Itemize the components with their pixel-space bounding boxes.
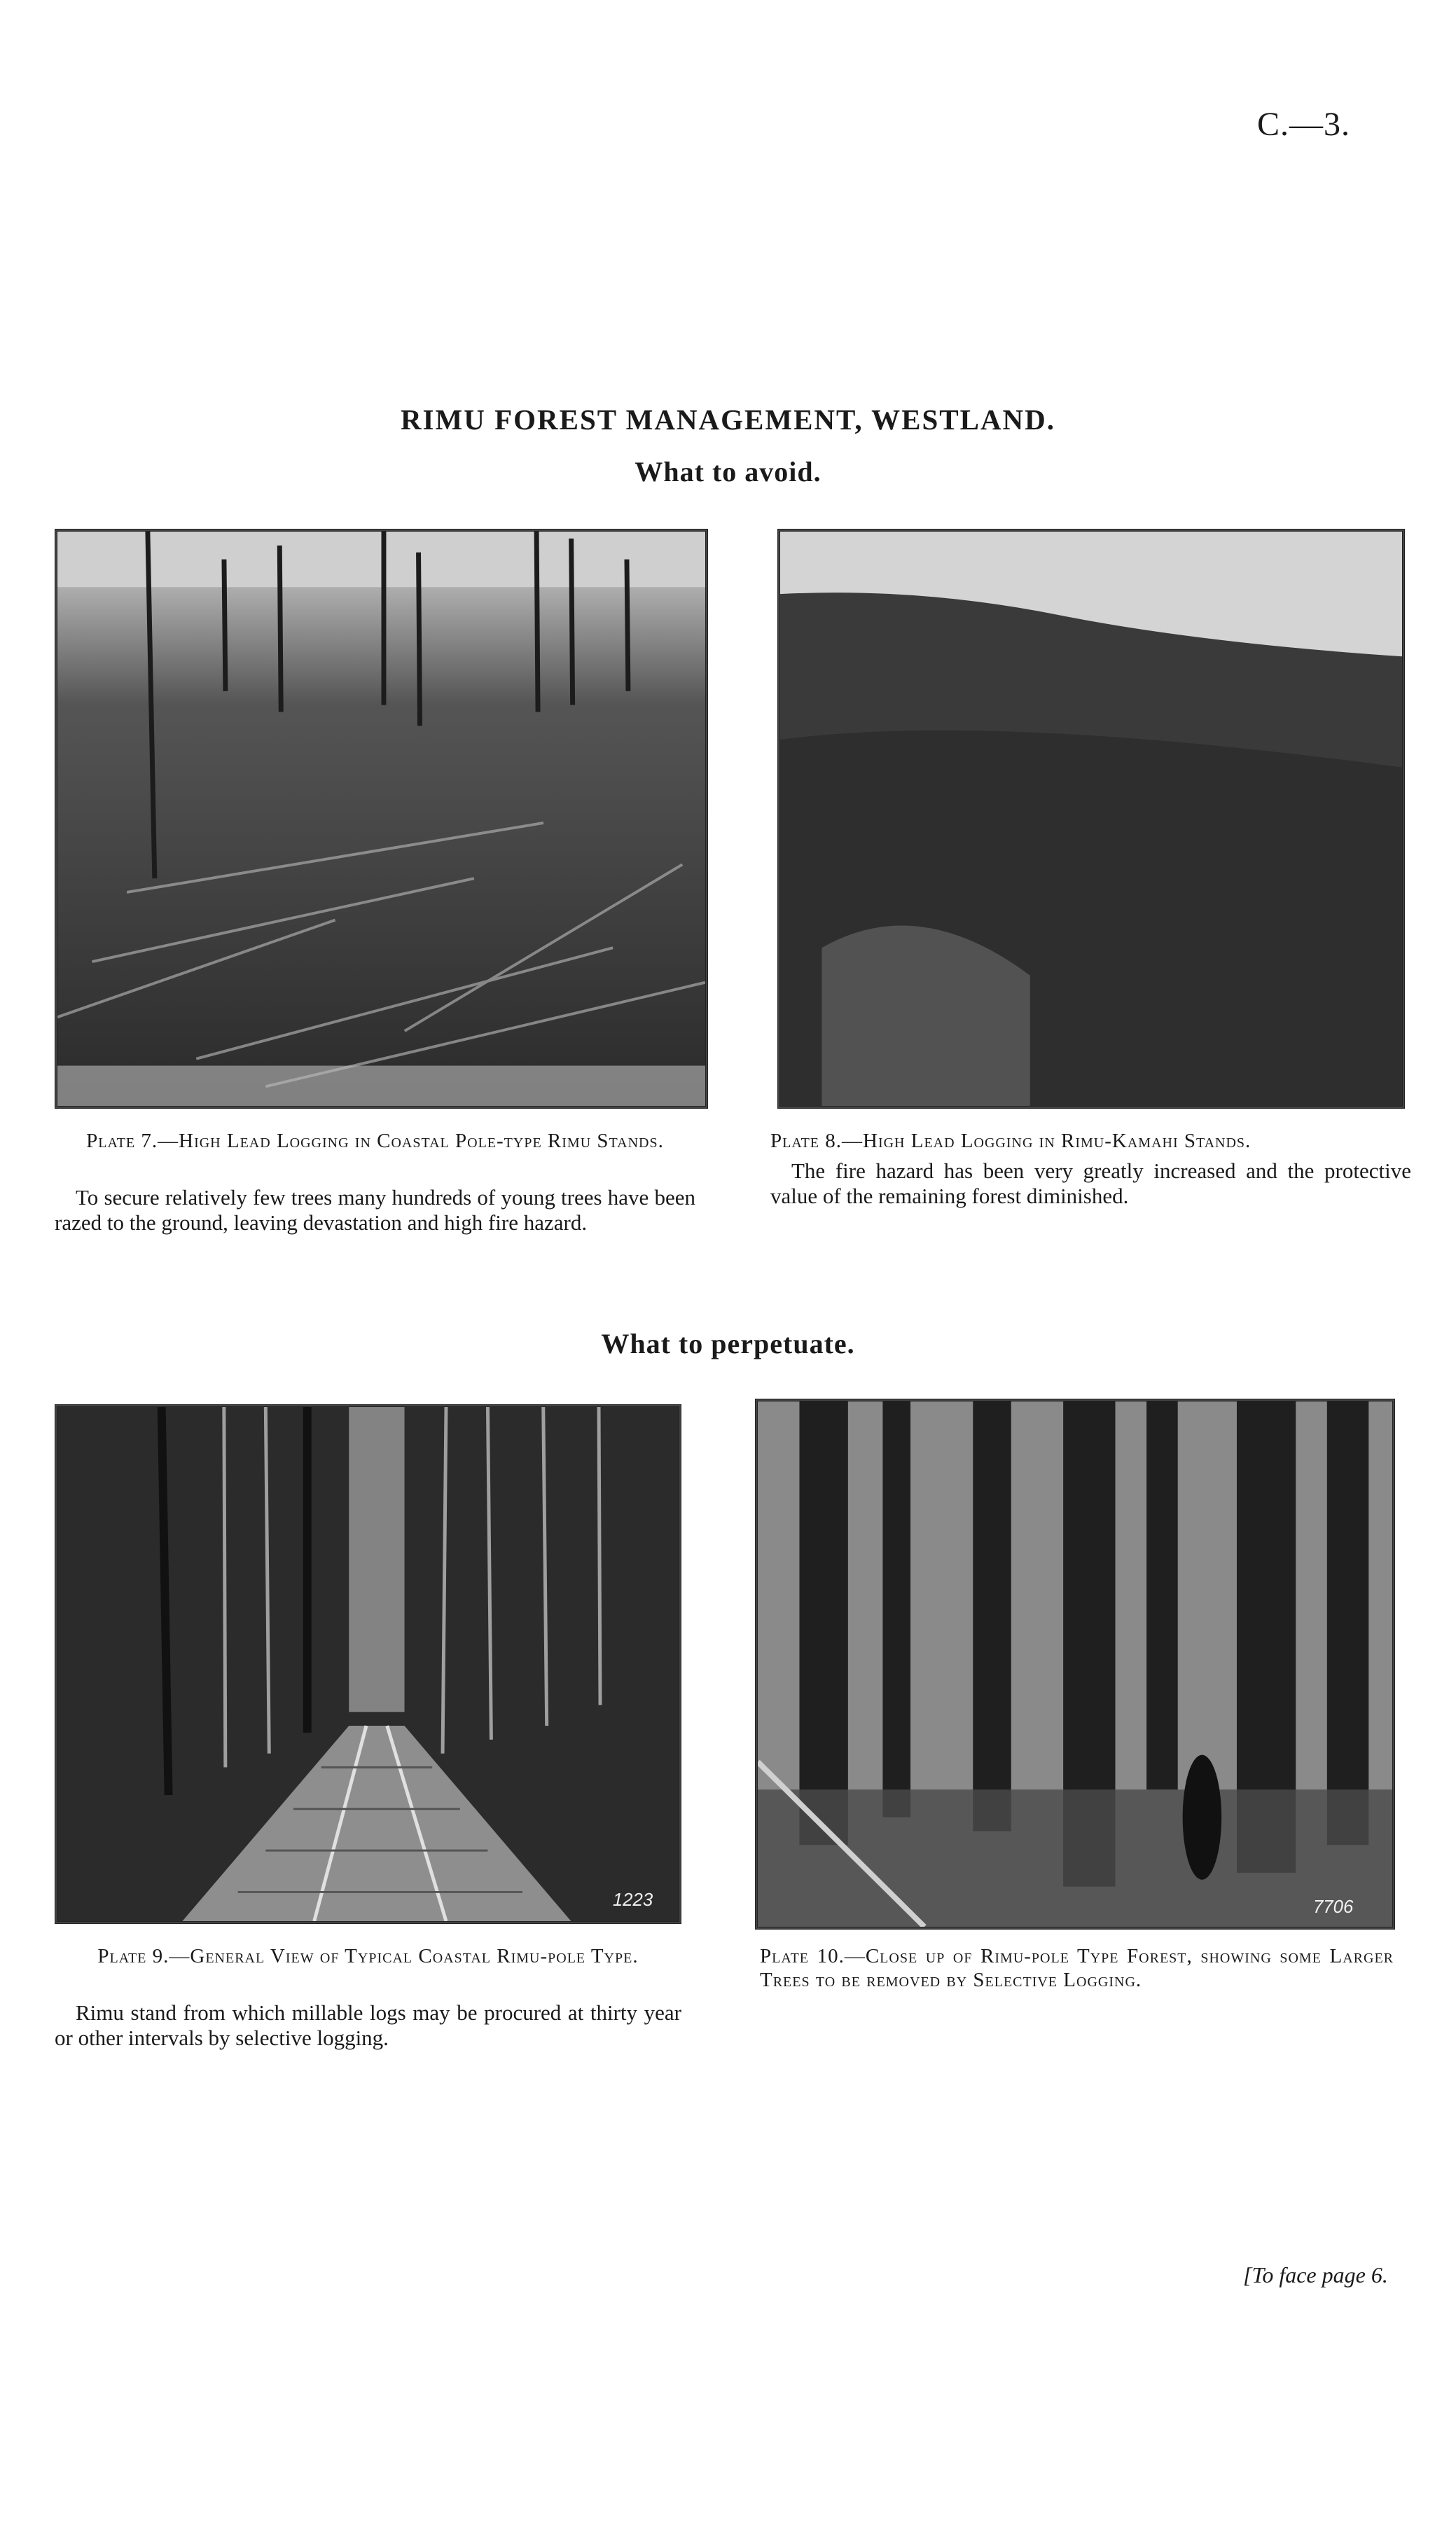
page-title: RIMU FOREST MANAGEMENT, WESTLAND. [400,403,1056,436]
plate-9-photo [55,1404,681,1924]
plate-9-caption-body: Rimu stand from which millable logs may be procured at thirty year or other intervals by selective logging. [55,2000,681,2050]
plate-10-photo-mark: 7706 [1312,1897,1354,1918]
page-footer-note: [To face page 6. [1243,2262,1388,2287]
plate-10-photo [755,1399,1395,1930]
plate-7-photo [55,529,708,1109]
plate-9-photo-mark: 1223 [612,1890,653,1911]
plate-7-caption-body: To secure relatively few trees many hundreds of young trees have been razed to the ground, leaving devastation and high fire hazard. [55,1185,695,1235]
section-heading-perpetuate: What to perpetuate. [601,1328,855,1359]
plate-10-caption-heading: Plate 10.—Close up of Rimu-pole Type Forest, showing some Larger Trees to be removed by Selective Logging. [760,1945,1394,1991]
plate-8-photo [777,529,1405,1109]
plate-8-caption-body: The fire hazard has been very greatly increased and the protective value of the remaining forest diminished. [770,1158,1411,1208]
section-heading-avoid: What to avoid. [635,456,821,487]
plate-8-caption-heading: Plate 8.—High Lead Logging in Rimu-Kamahi Stands. [770,1130,1252,1152]
plate-7-caption-heading: Plate 7.—High Lead Logging in Coastal Pole-type Rimu Stands. [86,1130,664,1152]
page-reference: C.—3. [1257,106,1351,143]
plate-9-caption-heading: Plate 9.—General View of Typical Coastal Rimu-pole Type. [97,1945,639,1967]
